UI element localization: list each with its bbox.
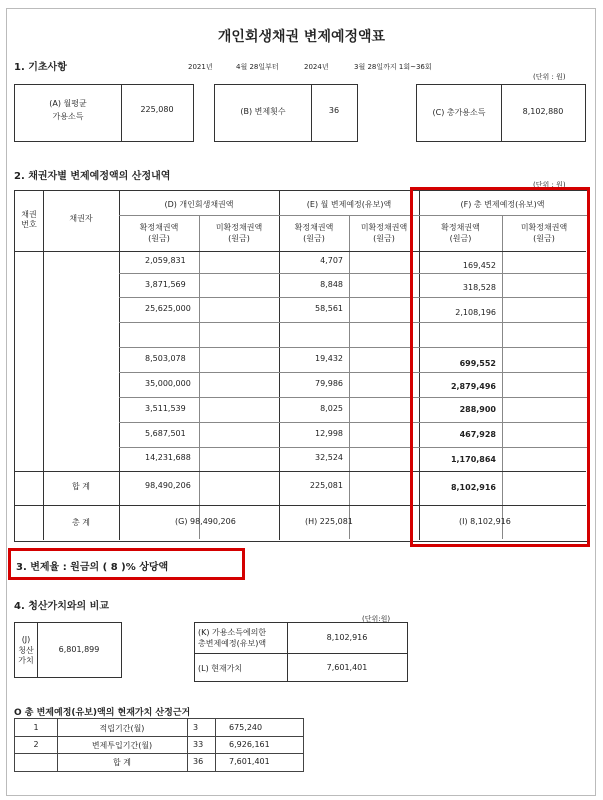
row-8-e: 32,524 <box>315 453 343 462</box>
pv-row-1-value: 6,926,161 <box>229 740 270 749</box>
pv-row-0-months: 3 <box>193 723 199 732</box>
row-5-e: 79,986 <box>315 379 343 388</box>
box-b-label: (B) 변제횟수 <box>240 107 286 116</box>
highlight-repayment-rate <box>8 548 245 580</box>
row-1-e: 8,848 <box>320 280 343 289</box>
header-f-unconfirmed-1: 미확정채권액 <box>520 223 568 232</box>
box-j <box>14 622 122 678</box>
box-b <box>214 84 358 142</box>
pv-table <box>14 718 304 772</box>
header-f-unconfirmed-2: (원금) <box>533 234 555 243</box>
pv-row-0-value: 675,240 <box>229 723 263 732</box>
section4-unit: (단위:원) <box>362 615 391 623</box>
row-4-f: 699,552 <box>459 359 496 368</box>
section2-heading: 2. 채권자별 변제예정액의 산정내역 <box>14 171 171 182</box>
pv-row-1-months: 33 <box>193 740 204 749</box>
box-j-label-1: (J) <box>21 635 31 644</box>
box-j-value: 6,801,899 <box>58 645 100 654</box>
section1-heading: 1. 기초사항 <box>14 62 67 73</box>
section1-unit: (단위 : 원) <box>533 73 566 81</box>
pv-row-2-value: 7,601,401 <box>229 757 270 766</box>
box-k-label-1: (K) 가용소득에의한 <box>198 628 267 637</box>
pv-row-2-label: 합 계 <box>113 758 131 767</box>
pv-row-0-label: 적립기간(월) <box>99 724 145 733</box>
header-no-2: 번호 <box>21 220 37 229</box>
header-creditor: 채권자 <box>69 214 93 223</box>
highlight-total-repayment <box>410 187 590 547</box>
pv-row-1-label: 변제투입기간(월) <box>91 741 153 750</box>
row-7-e: 12,998 <box>315 429 343 438</box>
box-a-label-1: (A) 월평균 <box>49 99 87 108</box>
header-no-1: 채권 <box>21 210 37 219</box>
row-2-e: 58,561 <box>315 304 343 313</box>
box-b-value: 36 <box>328 106 340 115</box>
subtotal-label: 합 계 <box>72 482 90 491</box>
header-e-unconfirmed-1: 미확정채권액 <box>360 223 408 232</box>
row-4-d: 8,503,078 <box>145 354 186 363</box>
header-f-confirmed-1: 확정채권액 <box>441 223 480 232</box>
subtotal-e: 225,081 <box>309 481 343 490</box>
header-f-confirmed-2: (원금) <box>449 234 472 243</box>
total-label: 총 계 <box>72 518 90 527</box>
box-c-value: 8,102,880 <box>522 107 564 116</box>
box-l-label: (L) 현재가치 <box>198 664 243 673</box>
box-c-label: (C) 총가용소득 <box>432 108 486 117</box>
total-e: (H) 225,081 <box>305 517 353 526</box>
row-8-f: 1,170,864 <box>450 455 496 464</box>
period-start-year: 2021년 <box>188 63 213 71</box>
section3-text: 3. 변제율 : 원금의 ( 8 )% 상당액 <box>16 562 169 573</box>
box-a-label-2: 가용소득 <box>52 112 84 121</box>
header-d-confirmed-1: 확정채권액 <box>139 223 179 232</box>
box-a-value: 225,080 <box>140 105 174 114</box>
row-5-f: 2,879,496 <box>450 382 496 391</box>
row-5-d: 35,000,000 <box>145 379 191 388</box>
section4-heading: 4. 청산가치와의 비교 <box>14 601 109 612</box>
header-e: (E) 월 변제예정(유보)액 <box>306 200 392 209</box>
total-f: (I) 8,102,916 <box>459 517 511 526</box>
header-d-unconfirmed-1: 미확정채권액 <box>215 223 263 232</box>
row-7-d: 5,687,501 <box>145 429 186 438</box>
period-start-md: 4월 28일부터 <box>236 63 279 71</box>
header-e-confirmed-2: (원금) <box>303 234 325 243</box>
pv-row-2-months: 36 <box>193 757 204 766</box>
row-7-f: 467,928 <box>459 430 496 439</box>
box-j-label-2: 청산 <box>18 646 34 655</box>
row-6-e: 8,025 <box>320 404 343 413</box>
box-k-label-2: 총변제예정(유보)액 <box>198 639 267 648</box>
row-2-f: 2,108,196 <box>455 308 496 317</box>
box-kl <box>194 622 408 682</box>
pv-row-0-no: 1 <box>33 723 39 732</box>
box-j-label-3: 가치 <box>18 656 34 665</box>
row-1-d: 3,871,569 <box>145 280 186 289</box>
box-k-value: 8,102,916 <box>326 633 368 642</box>
pv-heading: O 총 변제예정(유보)액의 현재가치 산정근거 <box>14 708 191 718</box>
period-end-md: 3월 28일까지 1회~36회 <box>354 63 432 71</box>
header-e-unconfirmed-2: (원금) <box>373 234 395 243</box>
row-0-d: 2,059,831 <box>145 256 186 265</box>
row-8-d: 14,231,688 <box>145 453 191 462</box>
box-c <box>416 84 586 142</box>
total-d: (G) 98,490,206 <box>175 517 236 526</box>
row-1-f: 318,528 <box>462 283 496 292</box>
period-end-year: 2024년 <box>304 63 329 71</box>
box-l-value: 7,601,401 <box>326 663 368 672</box>
header-e-confirmed-1: 확정채권액 <box>294 223 334 232</box>
header-d: (D) 개인회생채권액 <box>164 200 234 209</box>
pv-row-1-no: 2 <box>33 740 39 749</box>
row-0-e: 4,707 <box>320 256 343 265</box>
row-2-d: 25,625,000 <box>145 304 191 313</box>
section2-unit: (단위 : 원) <box>533 181 566 189</box>
row-4-e: 19,432 <box>315 354 343 363</box>
header-f: (F) 총 변제예정(유보)액 <box>460 200 545 209</box>
header-d-unconfirmed-2: (원금) <box>228 234 250 243</box>
document-title: 개인회생채권 변제예정액표 <box>217 29 386 45</box>
row-6-f: 288,900 <box>459 405 496 414</box>
row-6-d: 3,511,539 <box>145 404 186 413</box>
subtotal-f: 8,102,916 <box>450 483 496 492</box>
subtotal-d: 98,490,206 <box>145 481 191 490</box>
box-a <box>14 84 194 142</box>
row-0-f: 169,452 <box>462 261 496 270</box>
header-d-confirmed-2: (원금) <box>148 234 170 243</box>
